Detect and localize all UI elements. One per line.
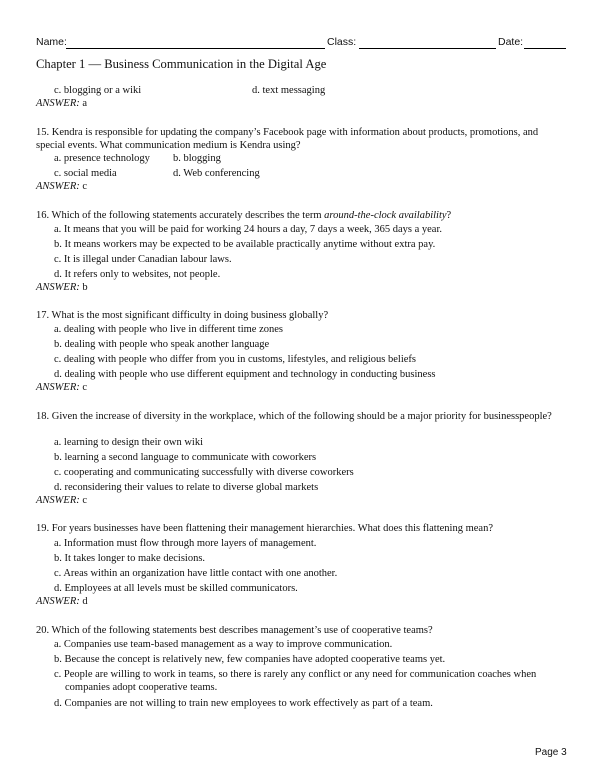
q15-option-c: c. social media xyxy=(54,168,117,179)
q17-question: 17. What is the most significant difficulty in doing business globally? xyxy=(36,310,329,321)
class-blank-line xyxy=(359,48,496,49)
q20-option-c: c. People are willing to work in teams, so there is rarely any conflict or any need for communication coaches when companies adopt cooperative teams. xyxy=(54,669,537,693)
date-blank-line xyxy=(524,48,566,49)
q17-answer xyxy=(36,382,87,393)
q17-option-c: c. dealing with people who differ from you in customs, lifestyles, and religious beliefs xyxy=(54,354,416,365)
q19-answer xyxy=(36,596,88,607)
q18-option-d: d. reconsidering their values to relate to diverse global markets xyxy=(54,482,319,493)
q14-option-d: d. text messaging xyxy=(252,85,326,96)
class-label: Class: xyxy=(327,36,357,48)
q16-option-d: d. It refers only to websites, not people. xyxy=(54,269,221,280)
q17-answer-value: c xyxy=(82,382,88,393)
q20-option-d: d. Companies are not willing to train new employees to work effectively as part of a team. xyxy=(54,698,433,709)
q16-question xyxy=(36,209,566,222)
answer-label: ANSWER: xyxy=(36,98,80,109)
q18-option-a: a. learning to design their own wiki xyxy=(54,437,204,448)
chapter-title: Chapter 1 — Business Communication in the Digital Age xyxy=(36,57,327,71)
date-label: Date: xyxy=(498,36,524,48)
answer-label: ANSWER: xyxy=(36,181,80,192)
q17-option-b: b. dealing with people who speak another language xyxy=(54,339,270,350)
q20-option-a: a. Companies use team-based management as a way to improve communication. xyxy=(54,639,393,650)
q15-answer-value: c xyxy=(82,181,88,192)
q15-option-b: b. blogging xyxy=(173,153,221,164)
q14-answer-value: a xyxy=(82,98,88,109)
q18-option-c: c. cooperating and communicating successfully with diverse coworkers xyxy=(54,467,354,478)
q19-option-b: b. It takes longer to make decisions. xyxy=(54,553,206,564)
q20-option-b: b. Because the concept is relatively new, few companies have adopted cooperative teams yet. xyxy=(54,654,446,665)
q16-answer xyxy=(36,282,88,293)
q14-answer xyxy=(36,98,87,109)
q16-question-start: 16. Which of the following statements accurately describes the term xyxy=(36,210,325,221)
q19-answer-value: d xyxy=(82,596,88,607)
q18-question: 18. Given the increase of diversity in the workplace, which of the following should be a major priority for businesspeople? xyxy=(36,411,552,422)
answer-label: ANSWER: xyxy=(36,282,80,293)
q19-option-a: a. Information must flow through more layers of management. xyxy=(54,538,317,549)
q19-option-c: c. Areas within an organization have little contact with one another. xyxy=(54,568,338,579)
answer-label: ANSWER: xyxy=(36,596,80,607)
q16-option-b: b. It means workers may be expected to be available practically anytime without extra pay. xyxy=(54,239,436,250)
q16-answer-value: b xyxy=(82,282,88,293)
q15-option-d: d. Web conferencing xyxy=(173,168,260,179)
q17-option-d: d. dealing with people who use different equipment and technology in conducting business xyxy=(54,369,436,380)
q15-option-a: a. presence technology xyxy=(54,153,150,164)
q19-question: 19. For years businesses have been flattening their management hierarchies. What does this flattening mean? xyxy=(36,523,493,534)
q19-option-d: d. Employees at all levels must be skilled communicators. xyxy=(54,583,298,594)
q18-answer xyxy=(36,495,87,506)
q16-option-a: a. It means that you will be paid for working 24 hours a day, 7 days a week, 365 days a year. xyxy=(54,224,443,235)
q16-term: around-the-clock availability xyxy=(324,210,447,221)
q16-option-c: c. It is illegal under Canadian labour laws. xyxy=(54,254,232,265)
answer-label: ANSWER: xyxy=(36,495,80,506)
q18-option-b: b. learning a second language to communicate with coworkers xyxy=(54,452,317,463)
q15-question: 15. Kendra is responsible for updating the company’s Facebook page with information about products, promotions, and special events. What communication medium is Kendra using? xyxy=(36,127,539,151)
page-number: Page 3 xyxy=(535,747,567,758)
q16-question-end: ? xyxy=(446,210,452,221)
worksheet-header xyxy=(36,36,566,52)
q18-answer-value: c xyxy=(82,495,88,506)
q20-question: 20. Which of the following statements best describes management’s use of cooperative teams? xyxy=(36,625,433,636)
answer-label: ANSWER: xyxy=(36,382,80,393)
q17-option-a: a. dealing with people who live in different time zones xyxy=(54,324,283,335)
q14-option-c: c. blogging or a wiki xyxy=(54,85,142,96)
name-blank-line xyxy=(66,48,325,49)
name-label: Name: xyxy=(36,36,67,48)
q15-answer xyxy=(36,181,87,192)
